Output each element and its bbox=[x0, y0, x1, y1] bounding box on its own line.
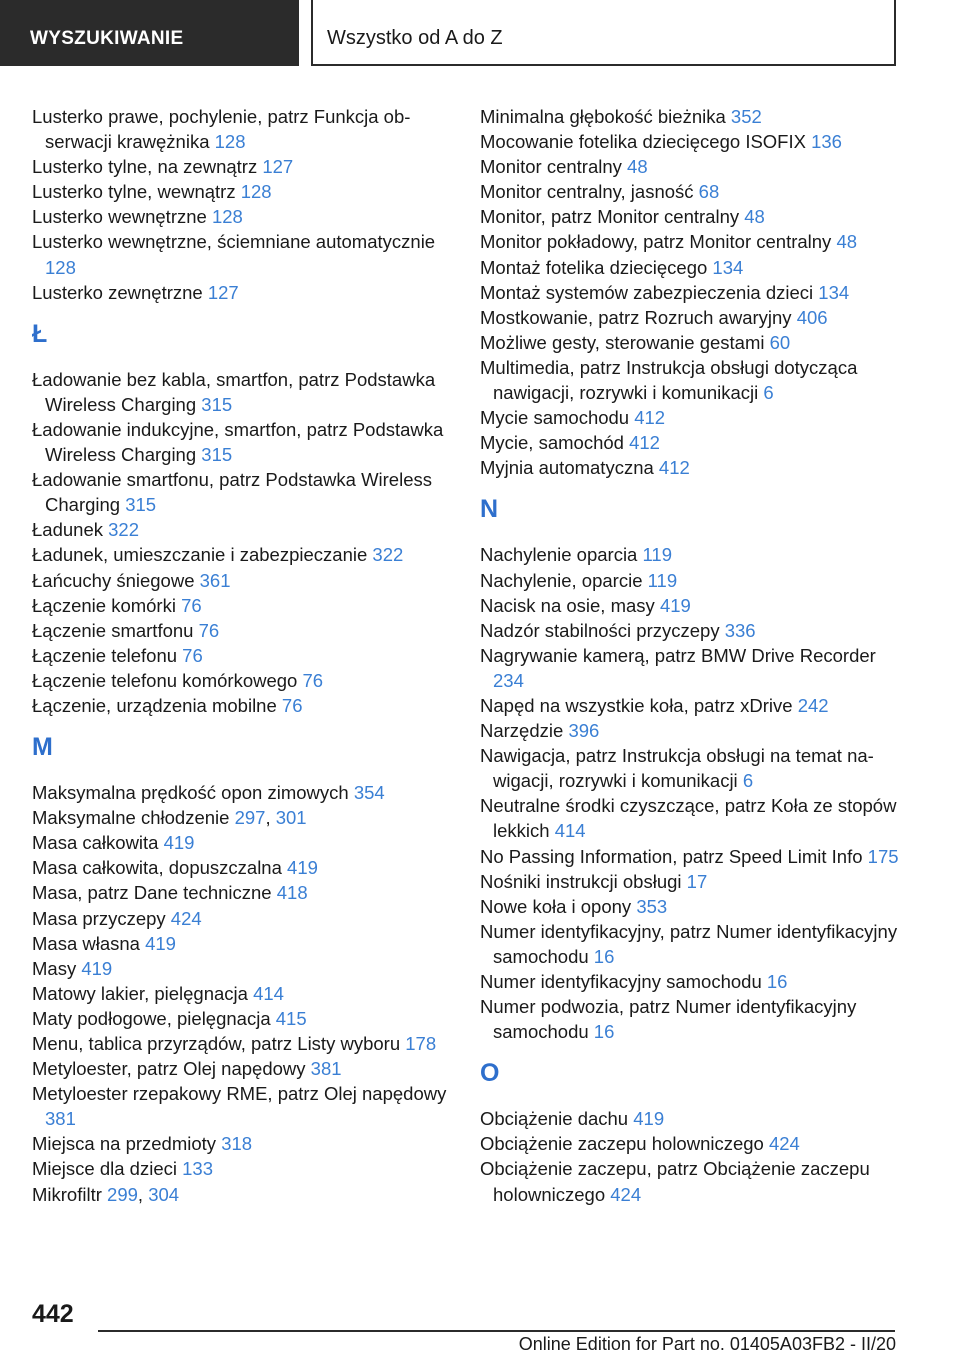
index-entry-text: Monitor centralny, jasność bbox=[480, 181, 694, 203]
page-reference-link[interactable]: 48 bbox=[836, 231, 858, 253]
index-entry bbox=[32, 643, 452, 668]
page-reference-link[interactable]: 60 bbox=[769, 331, 791, 353]
index-entry-text: Lusterko wewnętrzne bbox=[32, 206, 207, 228]
page-reference-link[interactable]: 16 bbox=[766, 971, 788, 992]
page-reference-link[interactable]: 396 bbox=[568, 720, 600, 742]
page-reference-link[interactable]: 412 bbox=[634, 407, 666, 429]
page-reference-link[interactable]: 16 bbox=[593, 945, 615, 967]
index-entry bbox=[32, 179, 452, 204]
index-entry-text: Numer podwozia, patrz Numer identyfikacyjny samochodu bbox=[480, 996, 857, 1043]
index-entry bbox=[32, 906, 452, 931]
page-reference-link[interactable]: 322 bbox=[372, 544, 404, 566]
index-entry bbox=[480, 894, 900, 919]
page-reference-link[interactable]: 414 bbox=[554, 820, 586, 842]
index-entry-text: Lusterko zewnętrzne bbox=[32, 281, 203, 303]
page-reference-link[interactable]: 242 bbox=[797, 694, 829, 716]
index-entry-text: Masa przyczepy bbox=[32, 907, 166, 929]
page-reference-link[interactable]: 415 bbox=[275, 1007, 307, 1029]
index-entry bbox=[480, 618, 900, 643]
index-entry-text: Narzędzie bbox=[480, 720, 564, 742]
index-entry-text: Obciążenie dachu bbox=[480, 1108, 629, 1130]
index-entry bbox=[480, 643, 900, 693]
page-reference-link[interactable]: 134 bbox=[818, 281, 850, 303]
page-reference-link[interactable]: 128 bbox=[214, 131, 246, 153]
page-reference-link[interactable]: 318 bbox=[221, 1133, 253, 1155]
index-entry bbox=[480, 405, 900, 430]
page-reference-link[interactable]: 119 bbox=[647, 569, 678, 591]
index-entry-text: Mostkowanie, patrz Rozruch awaryjny bbox=[480, 306, 792, 328]
index-entry-text: Lusterko tylne, na zewnątrz bbox=[32, 156, 258, 178]
index-entry bbox=[32, 880, 452, 905]
index-entry bbox=[32, 855, 452, 880]
index-entry-text: Masa całkowita bbox=[32, 832, 159, 854]
index-entry bbox=[480, 154, 900, 179]
index-entry-text: No Passing Information, patrz Speed Limit Info bbox=[480, 845, 863, 867]
index-entry bbox=[480, 593, 900, 618]
page-reference-link[interactable]: 315 bbox=[201, 393, 233, 415]
page-reference-link[interactable]: 419 bbox=[163, 832, 195, 854]
index-entry bbox=[32, 367, 452, 417]
index-entry bbox=[32, 542, 452, 567]
index-entry bbox=[480, 969, 900, 994]
page-reference-link[interactable]: 175 bbox=[867, 845, 899, 867]
index-entry bbox=[32, 1131, 452, 1156]
index-entry-text: Monitor centralny bbox=[480, 156, 622, 178]
index-entry bbox=[32, 780, 452, 805]
page-number: 442 bbox=[32, 1300, 74, 1328]
index-entry-text: Łączenie komórki bbox=[32, 594, 176, 616]
page-reference-link[interactable]: 381 bbox=[310, 1058, 342, 1080]
index-entry bbox=[480, 280, 900, 305]
index-entry bbox=[480, 793, 900, 843]
page-reference-link[interactable]: 418 bbox=[276, 882, 308, 904]
page-reference-link[interactable]: 76 bbox=[302, 669, 324, 691]
index-entry bbox=[480, 718, 900, 743]
index-entry-text: Ładunek bbox=[32, 519, 103, 541]
index-entry bbox=[32, 204, 452, 229]
page-reference-link[interactable]: 127 bbox=[262, 156, 294, 178]
index-entry-text: Multimedia, patrz Instrukcja obsługi dotycząca nawigacji, rozrywki i komunikacji bbox=[480, 356, 858, 404]
page-reference-link[interactable]: 412 bbox=[629, 432, 660, 454]
index-entry-text: Miejsce dla dzieci bbox=[32, 1158, 177, 1180]
index-entry-text: Ładowanie smartfonu, patrz Podstawka Wireless Charging bbox=[32, 469, 432, 516]
page-reference-link[interactable]: 406 bbox=[796, 306, 828, 328]
index-entry bbox=[32, 104, 452, 154]
index-entry-text: Metyloester, patrz Olej napędowy bbox=[32, 1058, 306, 1080]
index-entry-text: Masa, patrz Dane techniczne bbox=[32, 882, 272, 904]
index-entry-text: Możliwe gesty, sterowanie gestami bbox=[480, 331, 765, 353]
page-reference-link[interactable]: 76 bbox=[182, 644, 203, 666]
index-entry-text: Mycie samochodu bbox=[480, 407, 630, 429]
index-entry-text: Obciążenie zaczepu, patrz Obciążenie zaczepu holowniczego bbox=[480, 1158, 870, 1205]
index-entry bbox=[480, 104, 900, 129]
index-entry bbox=[32, 517, 452, 542]
index-entry-text: Maksymalna prędkość opon zimowych bbox=[32, 782, 349, 804]
index-entry-text: Neutralne środki czyszczące, patrz Koła ze stopów lekkich bbox=[480, 795, 897, 842]
index-entry bbox=[32, 981, 452, 1006]
page-reference-link[interactable]: 17 bbox=[686, 870, 708, 892]
index-letter-heading: N bbox=[480, 495, 499, 524]
page-reference-link[interactable]: 381 bbox=[45, 1108, 76, 1130]
index-entry-text: Ładunek, umieszczanie i zabezpieczanie bbox=[32, 544, 368, 566]
index-entry bbox=[32, 668, 452, 693]
index-entry bbox=[480, 568, 900, 593]
index-entry: Mikrofiltr 299, 304 bbox=[32, 1183, 180, 1205]
page-reference-link[interactable]: 6 bbox=[742, 770, 754, 792]
index-entry-text: Menu, tablica przyrządów, patrz Listy wyboru bbox=[32, 1033, 401, 1054]
index-entry bbox=[32, 1081, 452, 1131]
index-entry-text: Napęd na wszystkie koła, patrz xDrive bbox=[480, 694, 793, 716]
index-letter-heading: Ł bbox=[32, 319, 48, 348]
page-reference-link[interactable]: 301 bbox=[275, 807, 307, 829]
index-entry bbox=[480, 743, 900, 793]
page-reference-link[interactable]: 234 bbox=[493, 669, 524, 691]
page-reference-link[interactable]: 128 bbox=[45, 256, 76, 278]
index-entry bbox=[32, 467, 452, 517]
index-entry-text: Numer identyfikacyjny samochodu bbox=[480, 971, 762, 992]
index-entry bbox=[480, 693, 900, 718]
page-reference-link[interactable]: 304 bbox=[148, 1183, 180, 1205]
page-reference-link[interactable]: 127 bbox=[207, 281, 239, 303]
page-reference-link[interactable]: 322 bbox=[108, 519, 139, 541]
page-reference-link[interactable]: 178 bbox=[405, 1033, 437, 1054]
page-reference-link[interactable]: 48 bbox=[627, 156, 648, 178]
page-reference-link[interactable]: 424 bbox=[768, 1133, 800, 1155]
page-reference-link[interactable]: 336 bbox=[724, 619, 756, 641]
index-entry-text: Matowy lakier, pielęgnacja bbox=[32, 982, 248, 1004]
index-entry bbox=[480, 994, 900, 1044]
index-entry bbox=[480, 229, 900, 254]
page-reference-link[interactable]: 76 bbox=[281, 694, 303, 716]
index-entry bbox=[480, 1106, 900, 1131]
page-reference-link[interactable]: 419 bbox=[633, 1108, 665, 1130]
page-reference-link[interactable]: 76 bbox=[181, 594, 202, 616]
index-entry-text: Nacisk na osie, masy bbox=[480, 594, 655, 616]
page-reference-link[interactable]: 419 bbox=[145, 932, 176, 954]
index-entry-text: Myjnia automatyczna bbox=[480, 457, 654, 479]
index-entry-text: Nagrywanie kamerą, patrz BMW Drive Recorder bbox=[480, 644, 876, 666]
index-entry bbox=[32, 956, 452, 981]
index-entry-text: Mikrofiltr bbox=[32, 1183, 102, 1205]
index-entry-text: Montaż fotelika dziecięcego bbox=[480, 256, 708, 278]
index-entry-text: Numer identyfikacyjny, patrz Numer identyfikacyjny samochodu bbox=[480, 920, 898, 967]
page-reference-link[interactable]: 419 bbox=[659, 594, 691, 616]
page-reference-link[interactable]: 68 bbox=[698, 181, 720, 203]
index-letter-heading: M bbox=[32, 733, 53, 762]
index-entry-text: Monitor pokładowy, patrz Monitor centralny bbox=[480, 231, 832, 253]
index-entry: Maksymalne chłodzenie 297, 301 bbox=[32, 807, 307, 829]
index-entry bbox=[32, 1156, 452, 1181]
page-reference-link[interactable]: 352 bbox=[730, 106, 762, 127]
index-entry bbox=[480, 542, 900, 567]
index-entry-text: Nawigacja, patrz Instrukcja obsługi na temat nawigacji, rozrywki i komunikacji bbox=[480, 745, 874, 792]
page-reference-link[interactable]: 424 bbox=[610, 1183, 642, 1205]
index-entry-text: Łączenie, urządzenia mobilne bbox=[32, 694, 277, 716]
index-entry bbox=[480, 204, 900, 229]
index-entry-text: Obciążenie zaczepu holowniczego bbox=[480, 1133, 764, 1155]
page-reference-link[interactable]: 354 bbox=[353, 782, 385, 804]
index-entry-text: Mocowanie fotelika dziecięcego ISOFIX bbox=[480, 131, 806, 153]
index-entry bbox=[480, 1156, 900, 1206]
index-entry-text: Maty podłogowe, pielęgnacja bbox=[32, 1007, 271, 1029]
index-entry-text: Lusterko prawe, pochylenie, patrz Funkcja obserwacji krawężnika bbox=[32, 106, 411, 153]
index-entry bbox=[480, 355, 900, 405]
index-entry bbox=[480, 455, 900, 480]
index-entry-text: Miejsca na przedmioty bbox=[32, 1133, 217, 1155]
page-reference-link[interactable]: 424 bbox=[170, 907, 202, 929]
index-entry-text: Nadzór stabilności przyczepy bbox=[480, 619, 720, 641]
page-reference-link[interactable]: 128 bbox=[211, 206, 243, 228]
index-entry bbox=[32, 830, 452, 855]
index-column-left bbox=[32, 104, 452, 1207]
index-entry-text: Ładowanie indukcyjne, smartfon, patrz Podstawka Wireless Charging bbox=[32, 418, 444, 466]
footer-divider bbox=[98, 1330, 895, 1332]
index-entry-text: Mycie, samochód bbox=[480, 432, 624, 454]
index-entry-text: Lusterko tylne, wewnątrz bbox=[32, 181, 236, 203]
index-entry-text: Maksymalne chłodzenie bbox=[32, 807, 230, 829]
index-entry-text: Masa własna bbox=[32, 932, 140, 954]
index-entry bbox=[480, 430, 900, 455]
page-reference-link[interactable]: 361 bbox=[199, 569, 231, 591]
index-entry bbox=[480, 179, 900, 204]
index-entry bbox=[32, 1056, 452, 1081]
index-entry bbox=[480, 305, 900, 330]
page-reference-link[interactable]: 414 bbox=[253, 982, 284, 1004]
page-reference-link[interactable]: 419 bbox=[287, 857, 318, 879]
index-entry bbox=[32, 931, 452, 956]
index-entry-text: Nachylenie oparcia bbox=[480, 544, 638, 566]
index-entry bbox=[32, 417, 452, 467]
footer-edition: Online Edition for Part no. 01405A03FB2 - II/20 bbox=[518, 1334, 896, 1354]
index-entry-text: Łańcuchy śniegowe bbox=[32, 569, 195, 591]
index-entry bbox=[480, 330, 900, 355]
index-entry bbox=[480, 919, 900, 969]
index-entry bbox=[480, 869, 900, 894]
page-reference-link[interactable]: 134 bbox=[712, 256, 744, 278]
index-entry bbox=[32, 618, 452, 643]
index-entry bbox=[32, 154, 452, 179]
index-entry bbox=[32, 1031, 452, 1056]
index-entry-text: Nośniki instrukcji obsługi bbox=[480, 870, 682, 892]
index-entry bbox=[32, 280, 452, 305]
index-entry bbox=[32, 1006, 452, 1031]
index-entry-text: Nachylenie, oparcie bbox=[480, 569, 643, 591]
page-reference-link[interactable]: 419 bbox=[81, 957, 113, 979]
index-entry-text: Montaż systemów zabezpieczenia dzieci bbox=[480, 281, 814, 303]
header-section-tab: WYSZUKIWANIE bbox=[0, 0, 299, 66]
page-reference-link[interactable]: 128 bbox=[240, 181, 272, 203]
index-entry-text: Monitor, patrz Monitor centralny bbox=[480, 206, 740, 228]
page-reference-link[interactable]: 6 bbox=[763, 382, 774, 404]
index-entry-text: Nowe koła i opony bbox=[480, 895, 632, 917]
index-entry-text: Łączenie telefonu bbox=[32, 644, 178, 666]
index-entry bbox=[480, 129, 900, 154]
index-entry-text: Masy bbox=[32, 957, 77, 979]
index-entry-text: Łączenie telefonu komórkowego bbox=[32, 669, 298, 691]
index-column-right bbox=[480, 104, 900, 1207]
page-reference-link[interactable]: 136 bbox=[811, 131, 842, 153]
page-reference-link[interactable]: 412 bbox=[658, 457, 690, 479]
index-entry-text: Ładowanie bez kabla, smartfon, patrz Podstawka Wireless Charging bbox=[32, 368, 436, 415]
index-entry-text: Metyloester rzepakowy RME, patrz Olej napędowy bbox=[32, 1083, 447, 1105]
page-reference-link[interactable]: 119 bbox=[642, 544, 672, 566]
index-entry bbox=[480, 844, 900, 869]
page-reference-link[interactable]: 133 bbox=[182, 1158, 213, 1180]
page-reference-link[interactable]: 299 bbox=[107, 1183, 138, 1205]
page-reference-link[interactable]: 48 bbox=[744, 206, 765, 228]
index-entry-text: Minimalna głębokość bieżnika bbox=[480, 106, 726, 127]
index-entry bbox=[32, 229, 452, 279]
header-chapter-title: Wszystko od A do Z bbox=[311, 0, 896, 66]
index-entry bbox=[480, 255, 900, 280]
page-reference-link[interactable]: 315 bbox=[201, 444, 233, 466]
index-entry bbox=[480, 1131, 900, 1156]
page-reference-link[interactable]: 16 bbox=[593, 1021, 615, 1043]
index-entry bbox=[32, 593, 452, 618]
index-entry bbox=[32, 568, 452, 593]
index-letter-heading: O bbox=[480, 1059, 500, 1088]
index-entry-text: Masa całkowita, dopuszczalna bbox=[32, 857, 282, 879]
page-reference-link[interactable]: 315 bbox=[125, 494, 157, 516]
index-entry-text: Łączenie smartfonu bbox=[32, 619, 194, 641]
index-entry-text: Lusterko wewnętrzne, ściemniane automatycznie bbox=[32, 231, 436, 253]
page-reference-link[interactable]: 297 bbox=[234, 807, 266, 829]
page-reference-link[interactable]: 76 bbox=[198, 619, 220, 641]
index-entry bbox=[32, 693, 452, 718]
page-reference-link[interactable]: 353 bbox=[636, 895, 668, 917]
